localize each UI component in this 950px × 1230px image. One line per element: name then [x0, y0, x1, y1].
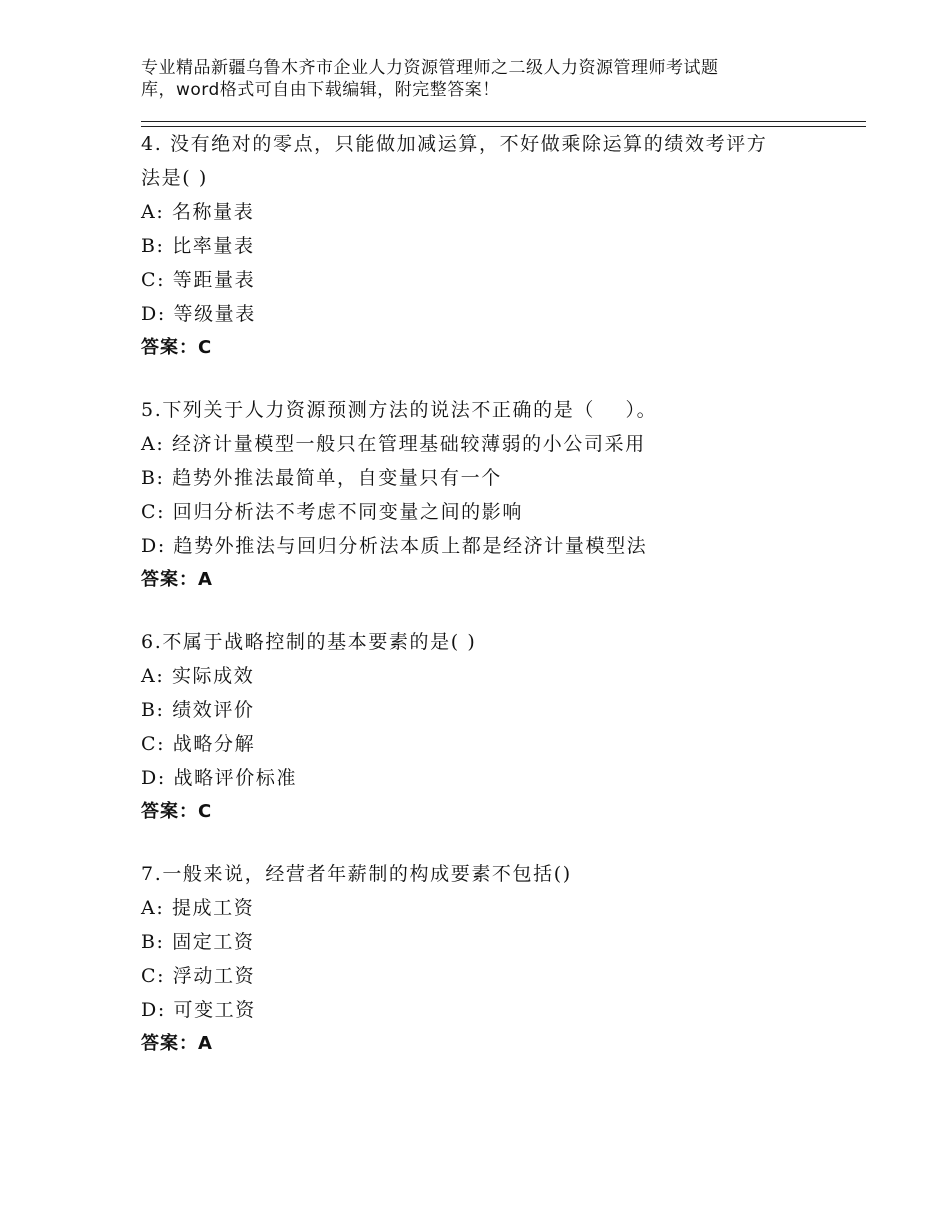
question-5 — [141, 393, 841, 597]
option-b: B: 绩效评价 — [141, 699, 255, 721]
option-c: C: 战略分解 — [141, 733, 256, 755]
question-6 — [141, 625, 841, 829]
option-a: A: 实际成效 — [141, 665, 255, 687]
answer: 答案：C — [141, 337, 213, 358]
option-c: C: 回归分析法不考虑不同变量之间的影响 — [141, 501, 523, 523]
option-d: D: 可变工资 — [141, 999, 256, 1021]
option-d: D: 战略评价标准 — [141, 767, 298, 789]
question-stem-continued: 法是( ) — [141, 167, 208, 189]
question-list — [141, 127, 841, 1089]
page-header — [141, 57, 801, 101]
answer: 答案：A — [141, 569, 213, 590]
option-b: B: 趋势外推法最简单，自变量只有一个 — [141, 467, 502, 489]
option-a: A: 经济计量模型一般只在管理基础较薄弱的小公司采用 — [141, 433, 646, 455]
question-stem: 7.一般来说，经营者年薪制的构成要素不包括() — [141, 863, 572, 885]
answer: 答案：C — [141, 801, 213, 822]
answer: 答案：A — [141, 1033, 213, 1054]
question-stem: 5.下列关于人力资源预测方法的说法不正确的是（ ）。 — [141, 399, 658, 421]
option-c: C: 浮动工资 — [141, 965, 256, 987]
header-line-1: 专业精品新疆乌鲁木齐市企业人力资源管理师之二级人力资源管理师考试题 — [141, 58, 719, 78]
header-line-2: 库，word格式可自由下载编辑，附完整答案！ — [141, 80, 500, 100]
option-d: D: 趋势外推法与回归分析法本质上都是经济计量模型法 — [141, 535, 648, 557]
option-a: A: 名称量表 — [141, 201, 255, 223]
option-a: A: 提成工资 — [141, 897, 255, 919]
option-c: C: 等距量表 — [141, 269, 256, 291]
question-4 — [141, 127, 841, 365]
question-7 — [141, 857, 841, 1061]
question-stem: 6.不属于战略控制的基本要素的是( ) — [141, 631, 477, 653]
question-stem: 4. 没有绝对的零点，只能做加减运算，不好做乘除运算的绩效考评方 — [141, 133, 768, 155]
option-d: D: 等级量表 — [141, 303, 256, 325]
option-b: B: 比率量表 — [141, 235, 255, 257]
option-b: B: 固定工资 — [141, 931, 255, 953]
